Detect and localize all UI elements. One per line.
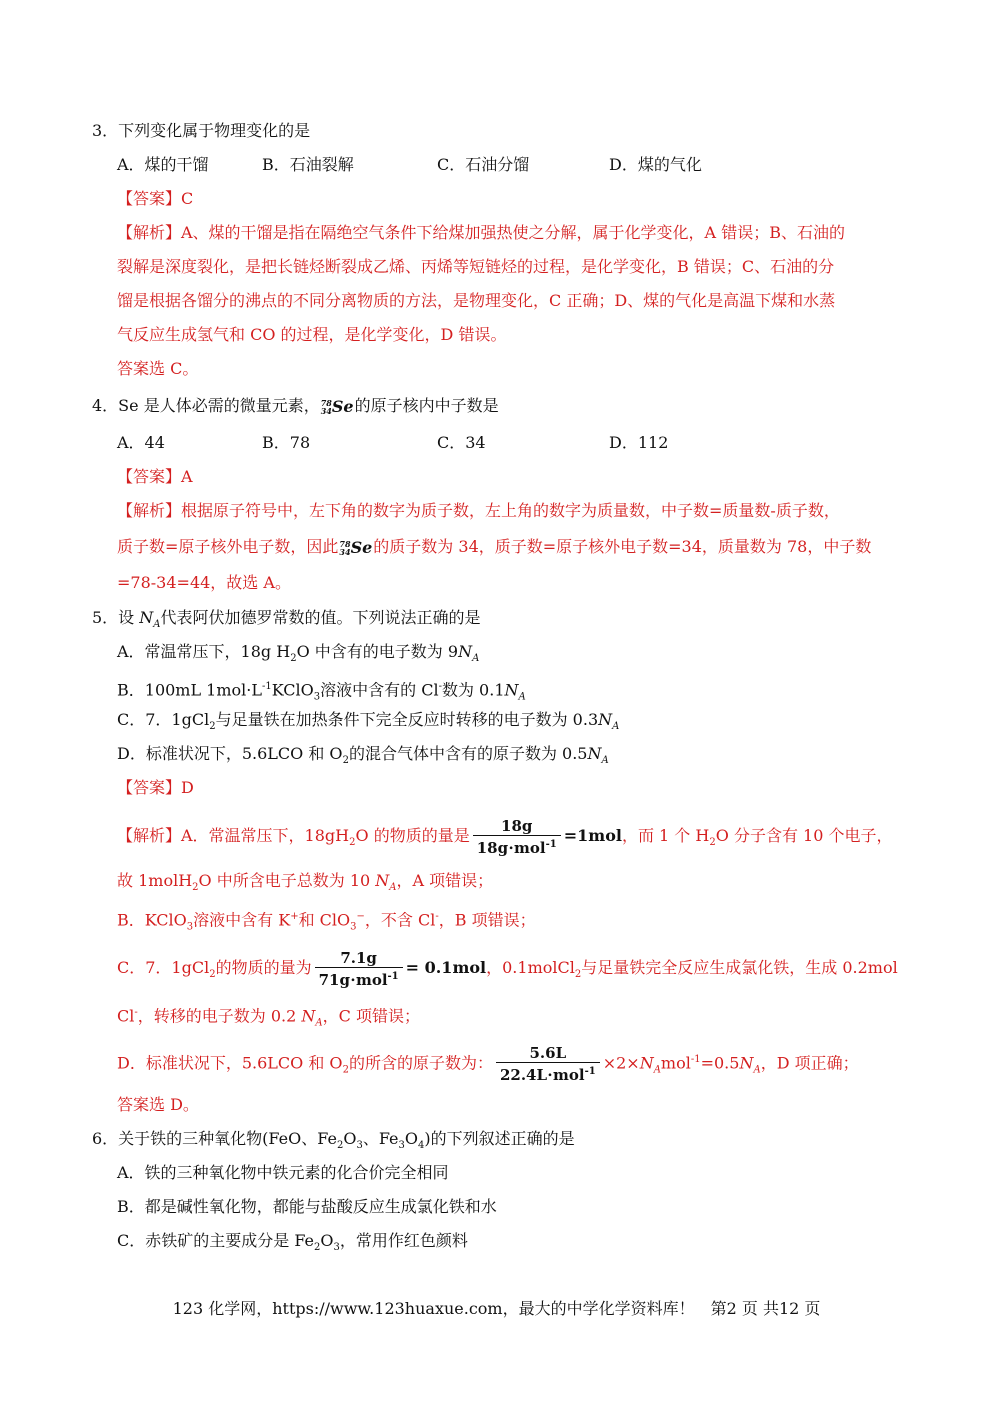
q3-option-c: C．石油分馏: [437, 155, 530, 174]
q4-option-a: A．44: [117, 433, 165, 452]
q4-option-b: B．78: [262, 433, 311, 452]
q5-analysis-c2: Cl-，转移的电子数为 0.2 $N_A$，C 项错误；: [117, 1006, 420, 1029]
q6-option-b: B．都是碱性氧化物，都能与盐酸反应生成氯化铁和水: [117, 1197, 497, 1216]
q6-option-c: C．赤铁矿的主要成分是 $Fe_2O_3$，常用作红色颜料: [117, 1231, 468, 1254]
q3-option-d: D．煤的气化: [609, 155, 702, 174]
q4-option-d: D．112: [609, 433, 669, 452]
fraction: $\frac{5.6L}{22.4L\cdot mol^{-1}}$: [496, 1044, 600, 1084]
q5-option-a: A．常温常压下，18g $H_2O$ 中含有的电子数为 $9N_A$: [117, 642, 480, 665]
q4-stem: [92, 395, 499, 418]
q4-analysis-line: 质子数=原子核外电子数，因此78 34Se的质子数为 34，质子数=原子核外电子数=34，质量数为 78，中子数: [117, 537, 872, 557]
fraction: $\frac{18g}{18g\cdot mol^{-1}}$: [473, 817, 561, 857]
q4-stem-text: 的原子核内中子数是: [354, 396, 499, 415]
q4-analysis-line: =78-34=44，故选 A。: [117, 573, 291, 592]
nuclide-symbol: 78 34Se: [320, 396, 354, 416]
q3-option-b: B．石油裂解: [262, 155, 354, 174]
q6-option-a: A．铁的三种氧化物中铁元素的化合价完全相同: [117, 1163, 449, 1182]
q3-analysis-line: 馏是根据各馏分的沸点的不同分离物质的方法，是物理变化，C 正确；D、煤的气化是高温下煤和水蒸: [117, 291, 836, 310]
q3-analysis-line: 【解析】A、煤的干馏是指在隔绝空气条件下给煤加强热使之分解，属于化学变化，A 错误；B、石油的: [117, 223, 845, 242]
q5-analysis-d: D．标准状况下，5.6LCO 和 $O_2$的所含的原子数为： $\frac{5.6L}{22.4L\cdot mol^{-1}}$ $\times 2\times N_Amol^{-1}=0.5N_A$，D 项正确；: [117, 1043, 859, 1084]
q4-analysis-line: 【解析】根据原子符号中，左下角的数字为质子数，左上角的数字为质量数，中子数=质量数-质子数，: [117, 501, 840, 520]
q3-option-a: A．煤的干馏: [117, 155, 209, 174]
q5-analysis-c: C．7．1gCl$_2$的物质的量为 $\frac{7.1g}{71g\cdot mol^{-1}}$ = 0.1mol，0.1molCl$_2$与足量铁完全反应生成氯化铁，生成 0.2mol: [117, 948, 898, 989]
q6-stem: 6．关于铁的三种氧化物(FeO、$Fe_2O_3$、$Fe_3O_4$)的下列叙述正确的是: [92, 1129, 575, 1152]
q5-choose: 答案选 D。: [117, 1095, 199, 1114]
q5-option-b: B．100mL $1mol\cdot L^{-1}KClO_3$溶液中含有的 Cl-数为 $0.1N_A$: [117, 680, 526, 703]
q5-option-c: C．7．1gCl$_2$与足量铁在加热条件下完全反应时转移的电子数为 $0.3N_A$: [117, 710, 620, 733]
fraction: $\frac{7.1g}{71g\cdot mol^{-1}}$: [315, 949, 403, 989]
q5-analysis-a: 【解析】A．常温常压下，$18gH_2O$ 的物质的量是 $\frac{18g}{18g\cdot mol^{-1}}$ =1mol，而 1 个 $H_2O$ 分子含有 10 个电子，: [117, 816, 893, 857]
q5-analysis-a2: 故 1molH$_2$O 中所含电子总数为 10 $N_A$，A 项错误；: [117, 871, 494, 894]
q5-answer: 【答案】D: [117, 778, 194, 797]
q3-answer: 【答案】C: [117, 189, 194, 208]
page-footer: 123 化学网，https://www.123huaxue.com，最大的中学化学资料库！ 第2 页 共12 页: [172, 1299, 821, 1318]
q3-choose: 答案选 C。: [117, 359, 199, 378]
q3-analysis-line: 裂解是深度裂化，是把长链烃断裂成乙烯、丙烯等短链烃的过程，是化学变化，B 错误；C、石油的分: [117, 257, 835, 276]
q5-option-d: D．标准状况下，5.6LCO 和 $O_2$的混合气体中含有的原子数为 $0.5N_A$: [117, 744, 609, 767]
q4-answer: 【答案】A: [117, 467, 193, 486]
q3-stem: 3．下列变化属于物理变化的是: [92, 121, 311, 140]
q4-option-c: C．34: [437, 433, 486, 452]
q5-analysis-b: B．KClO$_3$溶液中含有 K+和 ClO$_3$−，不含 Cl-，B 项错误；: [117, 910, 536, 933]
q5-stem: 5．设 $N_A$代表阿伏加德罗常数的值。下列说法正确的是: [92, 608, 481, 631]
q3-analysis-line: 气反应生成氢气和 CO 的过程，是化学变化，D 错误。: [117, 325, 507, 344]
q4-stem-text: 4．Se 是人体必需的微量元素，: [92, 396, 320, 415]
nuclide-symbol: 78 34Se: [339, 537, 373, 557]
